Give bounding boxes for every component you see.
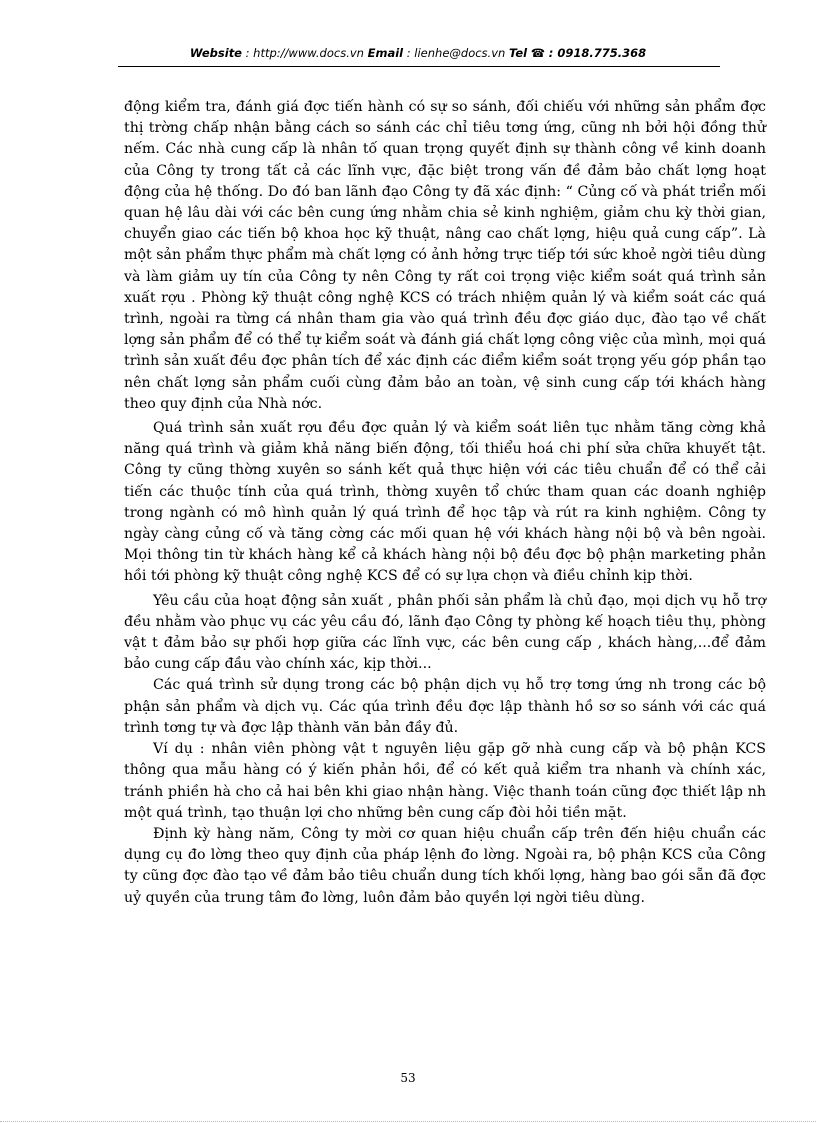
paragraph-3: Yêu cầu của hoạt động sản xuất , phân phối sản phẩm là chủ đạo, mọi dịch vụ hỗ trợ đều nhằm vào phục vụ các yêu cầu đó, lãnh đạo Công ty phòng kế hoạch tiêu thụ, phòng vật t đảm bảo sự phối hợp giữa các lĩnh vực, các bên cung cấp , khách hàng,...để đảm bảo cung cấp đầu vào chính xác, kịp thời... [124,592,766,673]
page-header [118,46,718,60]
page-bottom-border [0,1121,816,1122]
header-website-label: Website [189,46,242,60]
paragraph-4: Các quá trình sử dụng trong các bộ phận dịch vụ hỗ trợ tơng ứng nh trong các bộ phận sản phẩm và dịch vụ. Các qúa trình đều đợc lập thành hồ sơ so sánh với các quá trình tơng tự và đợc lập thành văn bản đầy đủ. [124,677,766,736]
header-tel-label: Tel [508,46,528,60]
paragraph-6: Định kỳ hàng năm, Công ty mời cơ quan hiệu chuẩn cấp trên đến hiệu chuẩn các dụng cụ đo lờng theo quy định của pháp lệnh đo lờng. Ngoài ra, bộ phận KCS của Công ty cũng đợc đào tạo về đảm bảo tiêu chuẩn dung tích khối lợng, hàng bao gói sẵn đã đợc uỷ quyền của trung tâm đo lờng, luôn đảm bảo quyền lợi ngời tiêu dùng. [124,825,766,906]
header-divider [118,66,720,67]
phone-icon: ☎ [530,46,546,60]
header-email-label: Email [367,46,404,60]
header-tel-number: : 0918.775.368 [548,46,647,60]
header-website-url: : http://www.docs.vn [245,46,364,60]
header-email-address: : lienhe@docs.vn [406,46,506,60]
paragraph-1: động kiểm tra, đánh giá đợc tiến hành có sự so sánh, đối chiếu với những sản phẩm đợc thị trờng chấp nhận bằng cách so sánh các chỉ tiêu tơng ứng, cũng nh bởi hội đồng thử nếm. Các nhà cung cấp là nhân tố quan trọng quyết định sự thành công về kinh doanh của Công ty trong tất cả các lĩnh vực, đặc biệt trong vấn đề đảm bảo chất lợng hoạt động của hệ thống. Do đó ban lãnh đạo Công ty đã xác định: “ Củng cố và phát triển mối quan hệ lâu dài với các bên cung ứng nhằm chia sẻ kinh nghiệm, giảm chu kỳ thời gian, chuyển giao các tiến bộ khoa học kỹ thuật, nâng cao chất lợng, hiệu quả cung cấp”. Là một sản phẩm thực phẩm mà chất lợng có ảnh hởng trực tiếp tới sức khoẻ ngời tiêu dùng và làm giảm uy tín của Công ty nên Công ty rất coi trọng việc kiểm soát quá trình sản xuất rợu . Phòng kỹ thuật công nghệ KCS có trách nhiệm quản lý và kiểm soát các quá trình, ngoài ra từng cá nhân tham gia vào quá trình đều đợc giáo dục, đào tạo về chất lợng sản phẩm để có thể tự kiểm soát và đánh giá chất lợng công việc của mình, mọi quá trình sản xuất đều đợc phân tích để xác định các điểm kiểm soát trọng yếu góp phần tạo nên chất lợng sản phẩm cuối cùng đảm bảo an toàn, vệ sinh cung cấp tới khách hàng theo quy định của Nhà nớc. [124,99,766,412]
paragraph-2: Quá trình sản xuất rợu đều đợc quản lý và kiểm soát liên tục nhằm tăng cờng khả năng quá trình và giảm khả năng biến động, tối thiểu hoá chi phí sửa chữa khuyết tật. Công ty cũng thờng xuyên so sánh kết quả thực hiện với các tiêu chuẩn để có thể cải tiến các thuộc tính của quá trình, thờng xuyên tổ chức tham quan các doanh nghiệp trong ngành có mô hình quản lý quá trình để học tập và rút ra kinh nghiệm. Công ty ngày càng củng cố và tăng cờng các mối quan hệ với khách hàng nội bộ và bên ngoài. Mọi thông tin từ khách hàng kể cả khách hàng nội bộ đều đợc bộ phận marketing phản hồi tới phòng kỹ thuật công nghệ KCS để có sự lựa chọn và điều chỉnh kịp thời. [124,420,766,585]
page-number: 53 [400,1071,416,1085]
paragraph-5: Ví dụ : nhân viên phòng vật t nguyên liệu gặp gỡ nhà cung cấp và bộ phận KCS thông qua mẫu hàng có ý kiến phản hồi, để có kết quả kiểm tra nhanh và chính xác, tránh phiền hà cho cả hai bên khi giao nhận hàng. Việc thanh toán cũng đợc thiết lập nh một quá trình, tạo thuận lợi cho những bên cung cấp đòi hỏi tiền mặt. [124,741,766,821]
body-text [124,97,766,909]
